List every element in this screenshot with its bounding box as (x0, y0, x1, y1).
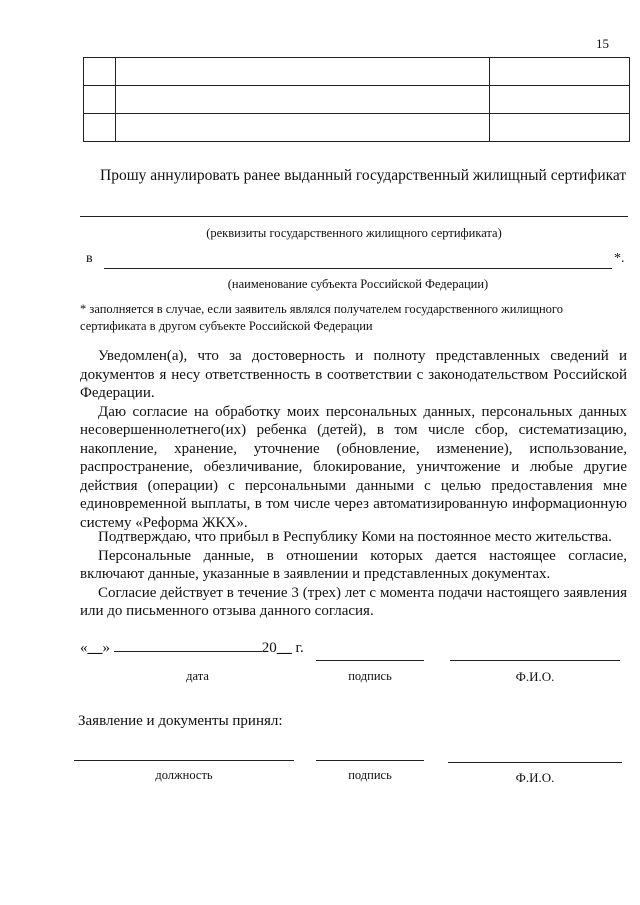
position-line[interactable] (74, 760, 294, 761)
year-blank[interactable]: __ (276, 640, 292, 656)
table-row (84, 86, 630, 114)
region-caption: (наименование субъекта Российской Федерации) (227, 277, 489, 291)
year-prefix: 20 (261, 640, 277, 656)
footnote: * заполняется в случае, если заявитель являлся получателем государственного жилищного сертификата в другом субъекте Российской Федерации (80, 302, 564, 333)
paragraph-validity: Согласие действует в течение 3 (трех) лет с момента подачи настоящего заявления или до письменного отзыва данного согласия. (80, 584, 627, 619)
table-cell (490, 114, 630, 142)
close-quote: » (102, 640, 110, 656)
signature-caption-2: подпись (348, 768, 392, 782)
page-number: 15 (596, 36, 609, 51)
table-cell (490, 86, 630, 114)
paragraph-personal: Персональные данные, в отношении которых дается настоящее согласие, включают данные, указанные в заявлении и представленных документах. (80, 547, 627, 582)
position-caption: должность (155, 768, 213, 782)
date-caption: дата (186, 669, 209, 683)
open-quote: « (80, 640, 88, 656)
paragraph-consent: Даю согласие на обработку моих персональных данных, персональных данных несовершеннолетнего(их) ребенка (детей), в том числе сбор, систематизацию, накопление, хранение, уточнение (обновление, изменение), использование, распространение, обезличивание, блокирование, уничтожение и любые другие действия (операции) с персональными данными с целью предоставления мне единовременной выплаты, в том числе через автоматизированную информационную систему «Реформа ЖКХ». (80, 403, 627, 531)
date-field (80, 638, 304, 657)
certificate-caption: (реквизиты государственного жилищного сертификата) (206, 226, 502, 240)
name-caption-1: Ф.И.О. (515, 669, 555, 684)
accepted-heading: Заявление и документы принял: (78, 713, 283, 729)
signature-line-2[interactable] (316, 760, 424, 761)
confirmation-block (80, 528, 627, 621)
year-suffix: г. (291, 640, 304, 656)
table-cell (116, 86, 490, 114)
table-cell (84, 58, 116, 86)
table-cell (84, 114, 116, 142)
region-asterisk: *. (614, 251, 625, 266)
month-blank[interactable] (114, 638, 262, 652)
region-prefix: в (86, 251, 93, 266)
signature-caption-1: подпись (348, 669, 392, 683)
notice-block (80, 347, 627, 532)
name-line-2[interactable] (448, 762, 622, 763)
table-cell (116, 58, 490, 86)
name-caption-2: Ф.И.О. (515, 770, 555, 785)
certificate-details-line[interactable] (80, 216, 628, 217)
table-row (84, 58, 630, 86)
paragraph-confirm: Подтверждаю, что прибыл в Республику Коми на постоянное место жительства. (98, 529, 612, 545)
name-line-1[interactable] (450, 660, 620, 661)
signature-line-1[interactable] (316, 660, 424, 661)
table-row (84, 114, 630, 142)
region-line[interactable] (104, 268, 612, 269)
request-text: Прошу аннулировать ранее выданный государственный жилищный сертификат (100, 167, 627, 184)
table-cell (84, 86, 116, 114)
paragraph-notified: Уведомлен(а), что за достоверность и полноту представленных сведений и документов я несу ответственность в соответствии с законодательством Российской Федерации. (80, 348, 627, 401)
table-cell (116, 114, 490, 142)
records-table (83, 57, 630, 142)
table-cell (490, 58, 630, 86)
day-blank[interactable]: __ (87, 640, 103, 656)
